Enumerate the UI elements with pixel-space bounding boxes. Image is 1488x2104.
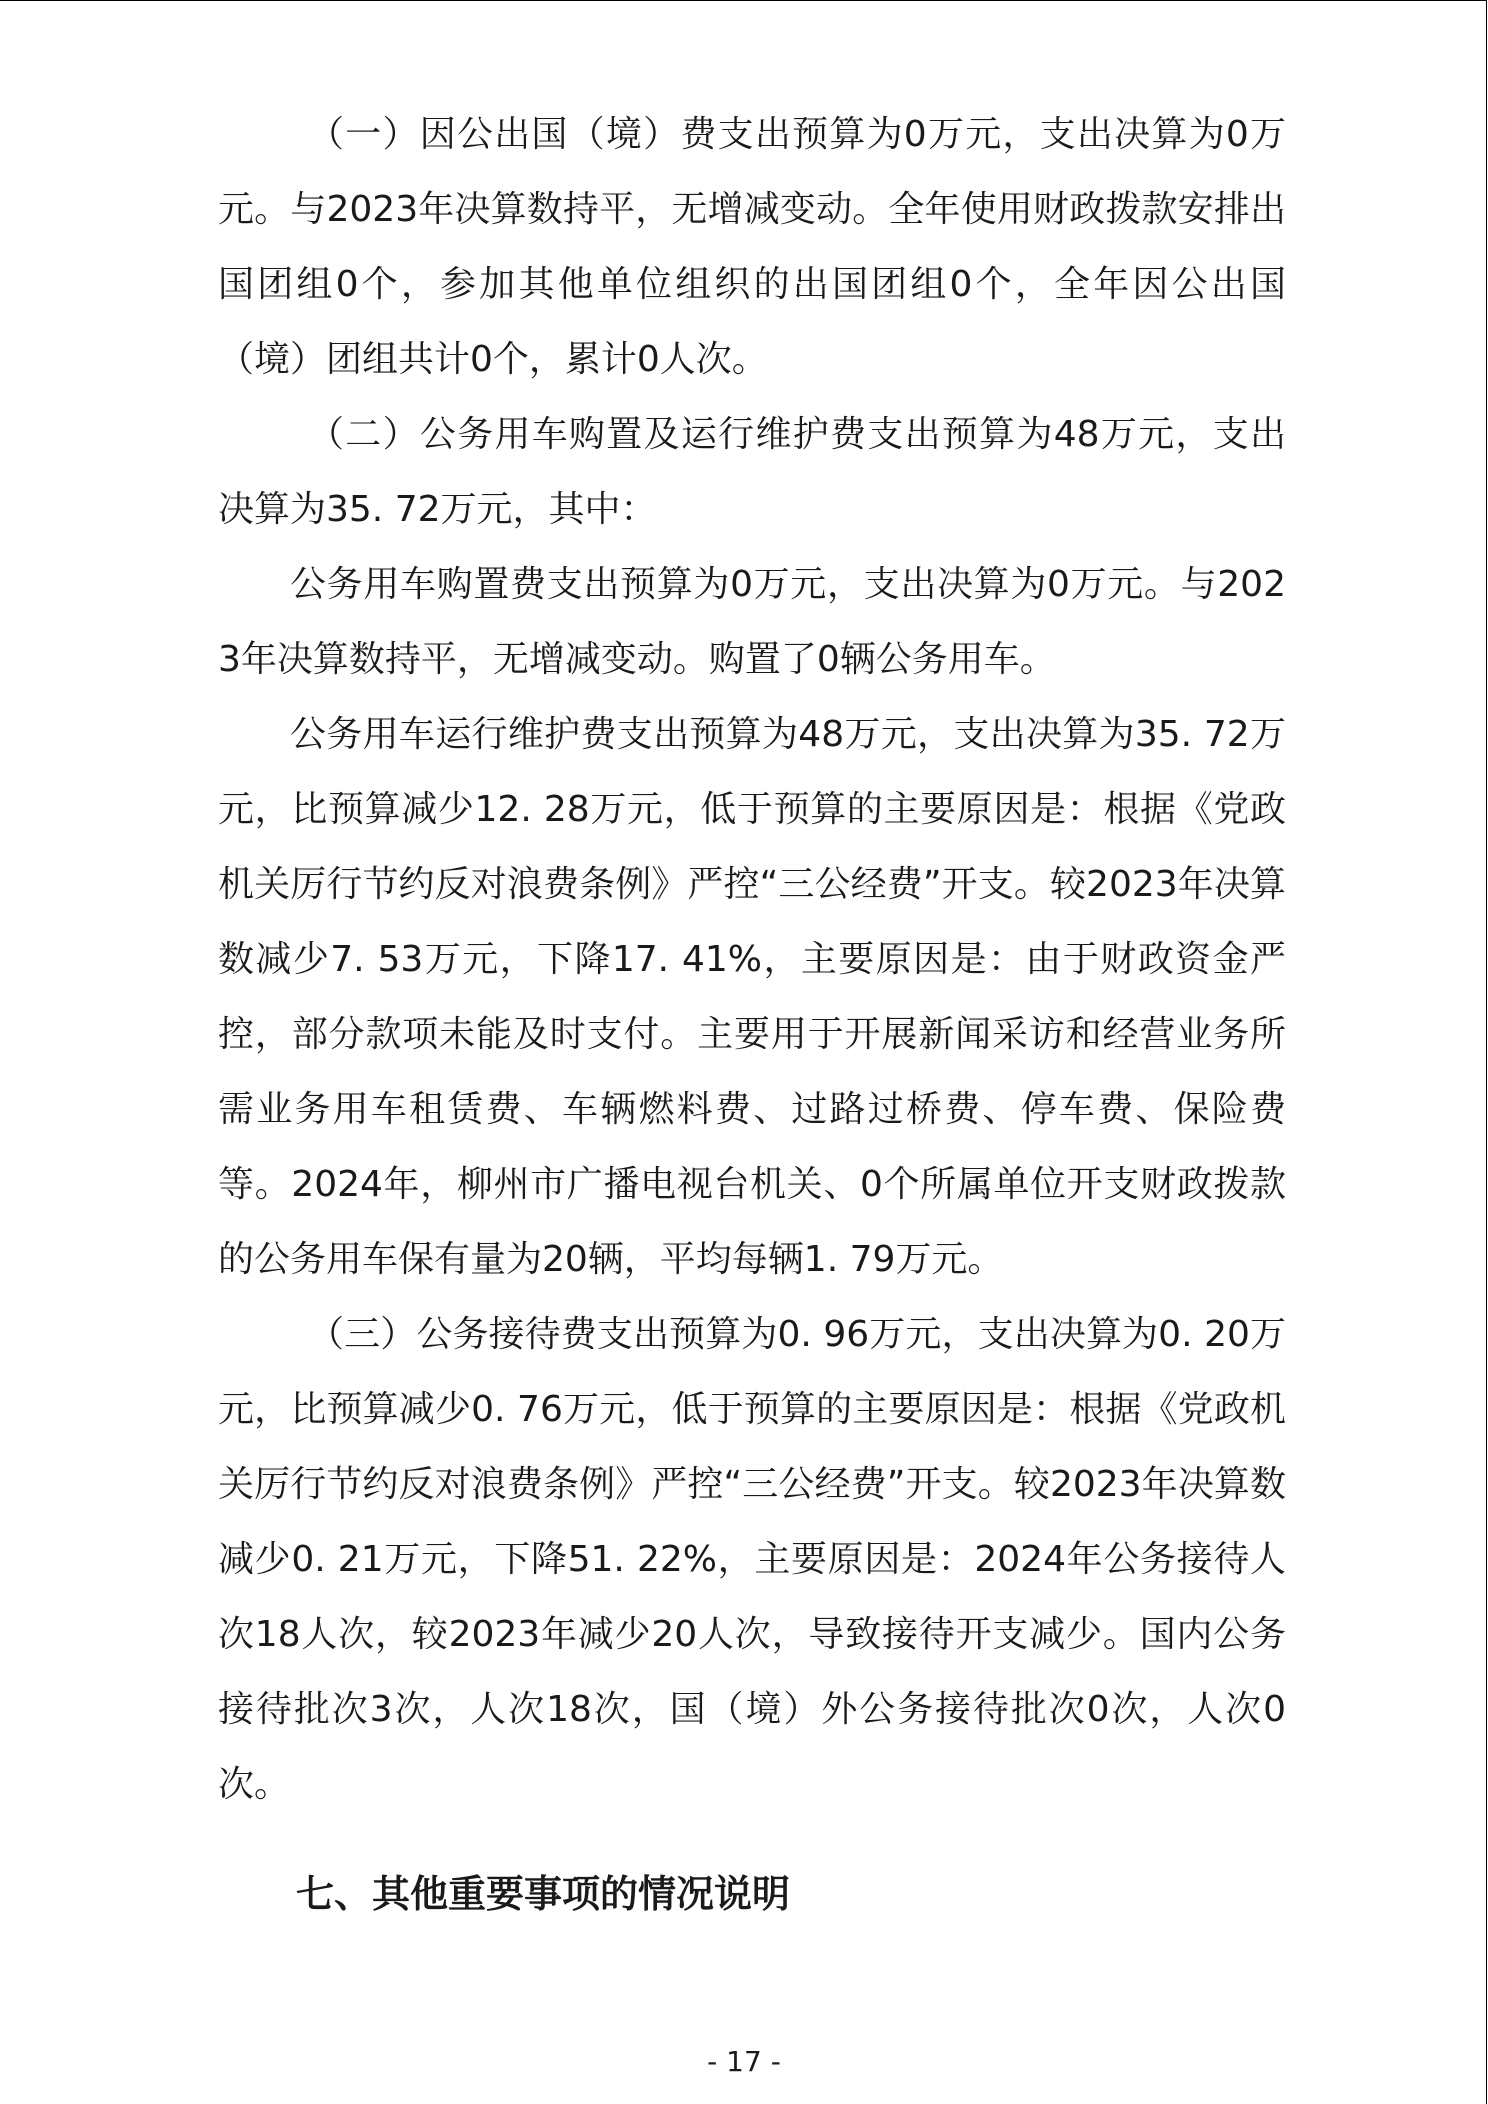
- body-text: [218, 97, 1286, 1822]
- paragraph-reception: （三）公务接待费支出预算为0. 96万元，支出决算为0. 20万元，比预算减少0. 76万元，低于预算的主要原因是：根据《党政机关厉行节约反对浪费条例》严控“三公经费”开支。较2023年决算数减少0. 21万元，下降51. 22%，主要原因是：2024年公务接待人次18人次，较2023年减少20人次，导致接待开支减少。国内公务接待批次3次，人次18次，国（境）外公务接待批次0次，人次0次。: [218, 1314, 1286, 1805]
- paragraph-vehicle-total: （二）公务用车购置及运行维护费支出预算为48万元，支出决算为35. 72万元，其中：: [218, 414, 1286, 530]
- paragraph-overseas-travel: （一）因公出国（境）费支出预算为0万元，支出决算为0万元。与2023年决算数持平，无增减变动。全年使用财政拨款安排出国团组0个，参加其他单位组织的出国团组0个，全年因公出国（境）团组共计0个，累计0人次。: [218, 114, 1286, 380]
- paragraph-vehicle-maintenance: 公务用车运行维护费支出预算为48万元，支出决算为35. 72万元，比预算减少12. 28万元，低于预算的主要原因是：根据《党政机关厉行节约反对浪费条例》严控“三公经费”开支。较2023年决算数减少7. 53万元，下降17. 41%，主要原因是：由于财政资金严控，部分款项未能及时支付。主要用于开展新闻采访和经营业务所需业务用车租赁费、车辆燃料费、过路过桥费、停车费、保险费等。2024年，柳州市广播电视台机关、0个所属单位开支财政拨款的公务用车保有量为20辆，平均每辆1. 79万元。: [218, 714, 1286, 1280]
- section-heading: 七、其他重要事项的情况说明: [296, 1872, 791, 1916]
- paragraph-vehicle-purchase: 公务用车购置费支出预算为0万元，支出决算为0万元。与2023年决算数持平，无增减变动。购置了0辆公务用车。: [218, 564, 1286, 680]
- page-number: - 17 -: [707, 2045, 781, 2078]
